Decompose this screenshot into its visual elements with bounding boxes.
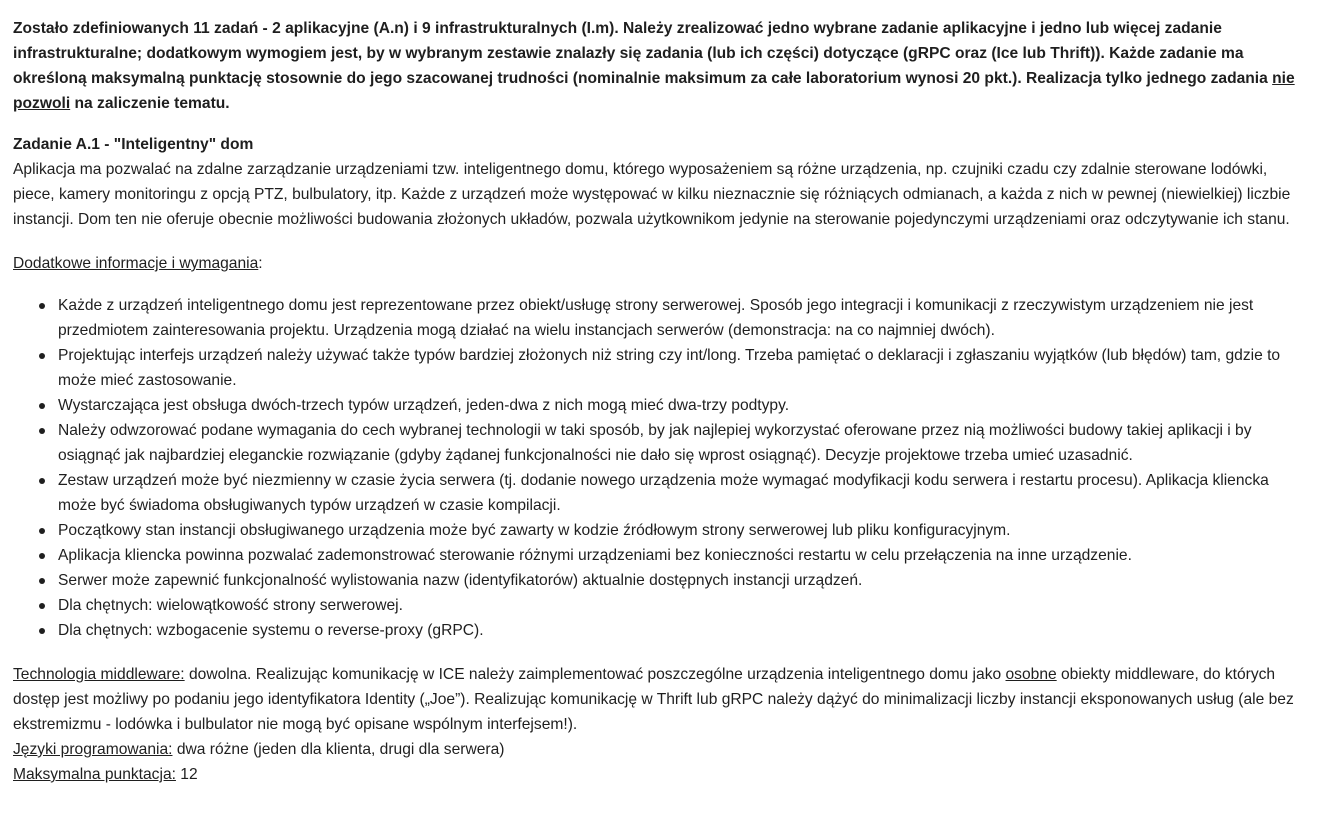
footer-section — [13, 662, 1311, 787]
requirement-item: Należy odwzorować podane wymagania do cech wybranej technologii w taki sposób, by jak najlepiej wykorzystać oferowane przez nią możliwości budowy takiej aplikacji i by osiągnąć jak najbardziej eleganckie rozwiązanie (gdyby żądanej funkcjonalności nie dało się wprost osiągnąć). Decyzje projektowe trzeba umieć uzasadnić. — [58, 418, 1311, 468]
middleware-emphasis: osobne — [1005, 666, 1057, 683]
requirements-heading-suffix: : — [258, 255, 263, 272]
intro-emphasis: nie pozwoli — [13, 70, 1295, 112]
middleware-paragraph — [13, 662, 1311, 737]
languages-line — [13, 737, 1311, 762]
intro-text-part1: Zostało zdefiniowanych 11 zadań - 2 aplikacyjne (A.n) i 9 infrastrukturalnych (I.m). Należy zrealizować jedno wybrane zadanie aplikacyjne i jedno lub więcej zadanie infrastrukturalne; dodatkowym wymogiem jest, by w wybranym zestawie znalazły się zadania (lub ich części) dotyczące (gRPC oraz (Ice lub Thrift)). Każde zadanie ma określoną maksymalną punktację stosownie do jego szacowanej trudności (nominalnie maksimum za całe laboratorium wynosi 20 pkt.). Realizacja tylko jednego zadania — [13, 20, 1273, 87]
middleware-text1: dowolna. Realizując komunikację w ICE należy zaimplementować poszczególne urządzenia inteligentnego domu jako — [184, 666, 1006, 683]
middleware-text2: obiekty middleware, do których dostęp jest możliwy po podaniu jego identyfikatora Identity („Joe”). Realizując komunikację w Thrift lub gRPC należy dążyć do minimalizacji liczby instancji eksponowanych usług (ale bez ekstremizmu - lodówka i bulbulator nie mogą być opisane wspólnym interfejsem!). — [13, 666, 1294, 733]
requirement-item: Aplikacja kliencka powinna pozwalać zademonstrować sterowanie różnymi urządzeniami bez konieczności restartu w celu przełączenia na inne urządzenie. — [58, 543, 1311, 568]
requirements-heading-label: Dodatkowe informacje i wymagania — [13, 255, 259, 272]
intro-paragraph — [13, 16, 1311, 116]
points-text: 12 — [175, 766, 198, 783]
requirement-item: Każde z urządzeń inteligentnego domu jest reprezentowane przez obiekt/usługę strony serwerowej. Sposób jego integracji i komunikacji z rzeczywistym urządzeniem nie jest przedmiotem zainteresowania projektu. Urządzenia mogą działać na wielu instancjach serwerów (demonstracja: na co najmniej dwóch). — [58, 293, 1311, 343]
points-line — [13, 762, 1311, 787]
task-title: Zadanie A.1 - "Inteligentny" dom — [13, 136, 254, 153]
requirements-heading — [13, 251, 1311, 276]
task-description: Aplikacja ma pozwalać na zdalne zarządzanie urządzeniami tzw. inteligentnego domu, którego wyposażeniem są różne urządzenia, np. czujniki czadu czy zdalnie sterowane lodówki, piece, kamery monitoringu z opcją PTZ, bulbulatory, itp. Każde z urządzeń może występować w kilku nieznacznie się różniących odmianach, a każda z nich w pewnej (niewielkiej) liczbie instancji. Dom ten nie oferuje obecnie możliwości budowania złożonych układów, pozwala użytkownikom jedynie na sterowanie pojedynczymi urządzeniami oraz odczytywanie ich stanu. — [13, 161, 1291, 228]
requirement-item: Zestaw urządzeń może być niezmienny w czasie życia serwera (tj. dodanie nowego urządzenia może wymagać modyfikacji kodu serwera i restartu procesu). Aplikacja kliencka może być świadoma obsługiwanych typów urządzeń w czasie kompilacji. — [58, 468, 1311, 518]
requirement-item: Projektując interfejs urządzeń należy używać także typów bardziej złożonych niż string czy int/long. Trzeba pamiętać o deklaracji i zgłaszaniu wyjątków (lub błędów) tam, gdzie to może mieć zastosowanie. — [58, 343, 1311, 393]
requirement-item: Serwer może zapewnić funkcjonalność wylistowania nazw (identyfikatorów) aktualnie dostępnych instancji urządzeń. — [58, 568, 1311, 593]
requirement-item: Wystarczająca jest obsługa dwóch-trzech typów urządzeń, jeden-dwa z nich mogą mieć dwa-trzy podtypy. — [58, 393, 1311, 418]
requirement-item: Dla chętnych: wielowątkowość strony serwerowej. — [58, 593, 1311, 618]
languages-label: Języki programowania: — [13, 741, 173, 758]
languages-text: dwa różne (jeden dla klienta, drugi dla serwera) — [172, 741, 505, 758]
middleware-label: Technologia middleware: — [13, 666, 185, 683]
points-label: Maksymalna punktacja: — [13, 766, 176, 783]
intro-text-part2: na zaliczenie tematu. — [70, 95, 230, 112]
requirement-item: Początkowy stan instancji obsługiwanego urządzenia może być zawarty w kodzie źródłowym strony serwerowej lub pliku konfiguracyjnym. — [58, 518, 1311, 543]
requirements-list — [13, 293, 1311, 643]
requirement-item: Dla chętnych: wzbogacenie systemu o reverse-proxy (gRPC). — [58, 618, 1311, 643]
